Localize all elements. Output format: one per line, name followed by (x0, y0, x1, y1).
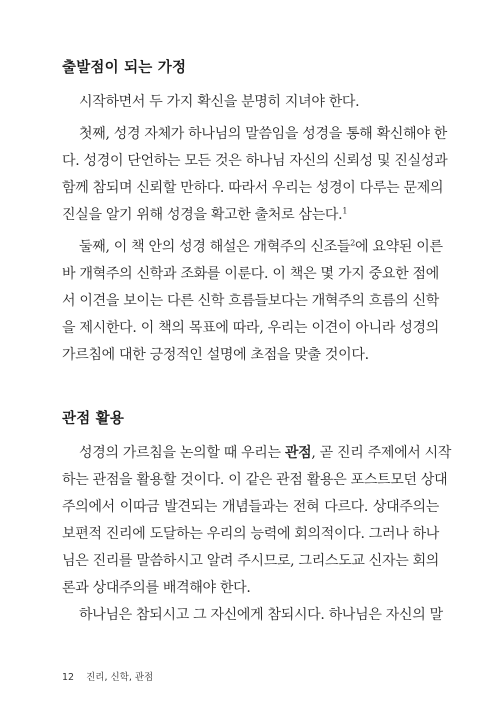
paragraph-line: 론과 상대주의를 배격해야 한다. (62, 580, 251, 596)
section-heading-perspectives: 관점 활용 (62, 411, 125, 427)
paragraph-line: 첫째, 성경 자체가 하나님의 말씀임을 성경을 통해 확신해야 한 (79, 126, 447, 142)
paragraph-text: , 곧 진리 주제에서 시작 (311, 445, 452, 461)
paragraph-line: 다. 성경이 단언하는 모든 것은 하나님 자신의 신뢰성 및 진실성과 (62, 153, 448, 169)
footnote-marker: 2 (350, 238, 356, 248)
paragraph-text: 에 요약된 이른 (355, 239, 443, 255)
emphasis-text: 관점 (284, 445, 312, 461)
paragraph-line: 을 제시한다. 이 책의 목표에 따라, 우리는 이견이 아니라 성경의 (62, 320, 439, 336)
paragraph-text: 성경의 가르침을 논의할 때 우리는 (79, 445, 285, 461)
footnote-marker: 1 (342, 206, 348, 216)
running-title: 진리, 신학, 관점 (86, 672, 154, 683)
paragraph-line: 하는 관점을 활용할 것이다. 이 같은 관점 활용은 포스트모던 상대 (62, 472, 448, 488)
paragraph-text: 둘째, 이 책 안의 성경 해설은 개혁주의 신조들 (79, 239, 351, 255)
paragraph-line: 하나님은 참되시고 그 자신에게 참되시다. 하나님은 자신의 말 (79, 607, 443, 623)
paragraph-text: 진실을 알기 위해 성경을 확고한 출처로 삼는다. (62, 207, 343, 223)
paragraph-line (62, 205, 439, 225)
paragraph-line (79, 237, 443, 257)
paragraph-line (79, 443, 452, 463)
page-number: 12 (62, 672, 75, 683)
paragraph-line: 바 개혁주의 신학과 조화를 이룬다. 이 책은 몇 가지 중요한 점에 (62, 266, 439, 282)
page-footer (62, 669, 153, 683)
paragraph-line: 주의에서 이따금 발견되는 개념들과는 전혀 다르다. 상대주의는 (62, 499, 439, 515)
paragraph-line: 님은 진리를 말씀하시고 알려 주시므로, 그리스도교 신자는 회의 (62, 553, 440, 569)
paragraph-line: 가르침에 대한 긍정적인 설명에 초점을 맞출 것이다. (62, 347, 369, 363)
paragraph-line: 보편적 진리에 도달하는 우리의 능력에 회의적이다. 그러나 하나 (62, 526, 440, 542)
paragraph-line: 함께 참되며 신뢰할 만하다. 따라서 우리는 성경이 다루는 문제의 (62, 180, 444, 196)
paragraph-line: 서 이견을 보이는 다른 신학 흐름들보다는 개혁주의 흐름의 신학 (62, 293, 440, 309)
section-heading-assumptions: 출발점이 되는 가정 (62, 60, 187, 76)
paragraph-line: 시작하면서 두 가지 확신을 분명히 지녀야 한다. (79, 94, 360, 110)
